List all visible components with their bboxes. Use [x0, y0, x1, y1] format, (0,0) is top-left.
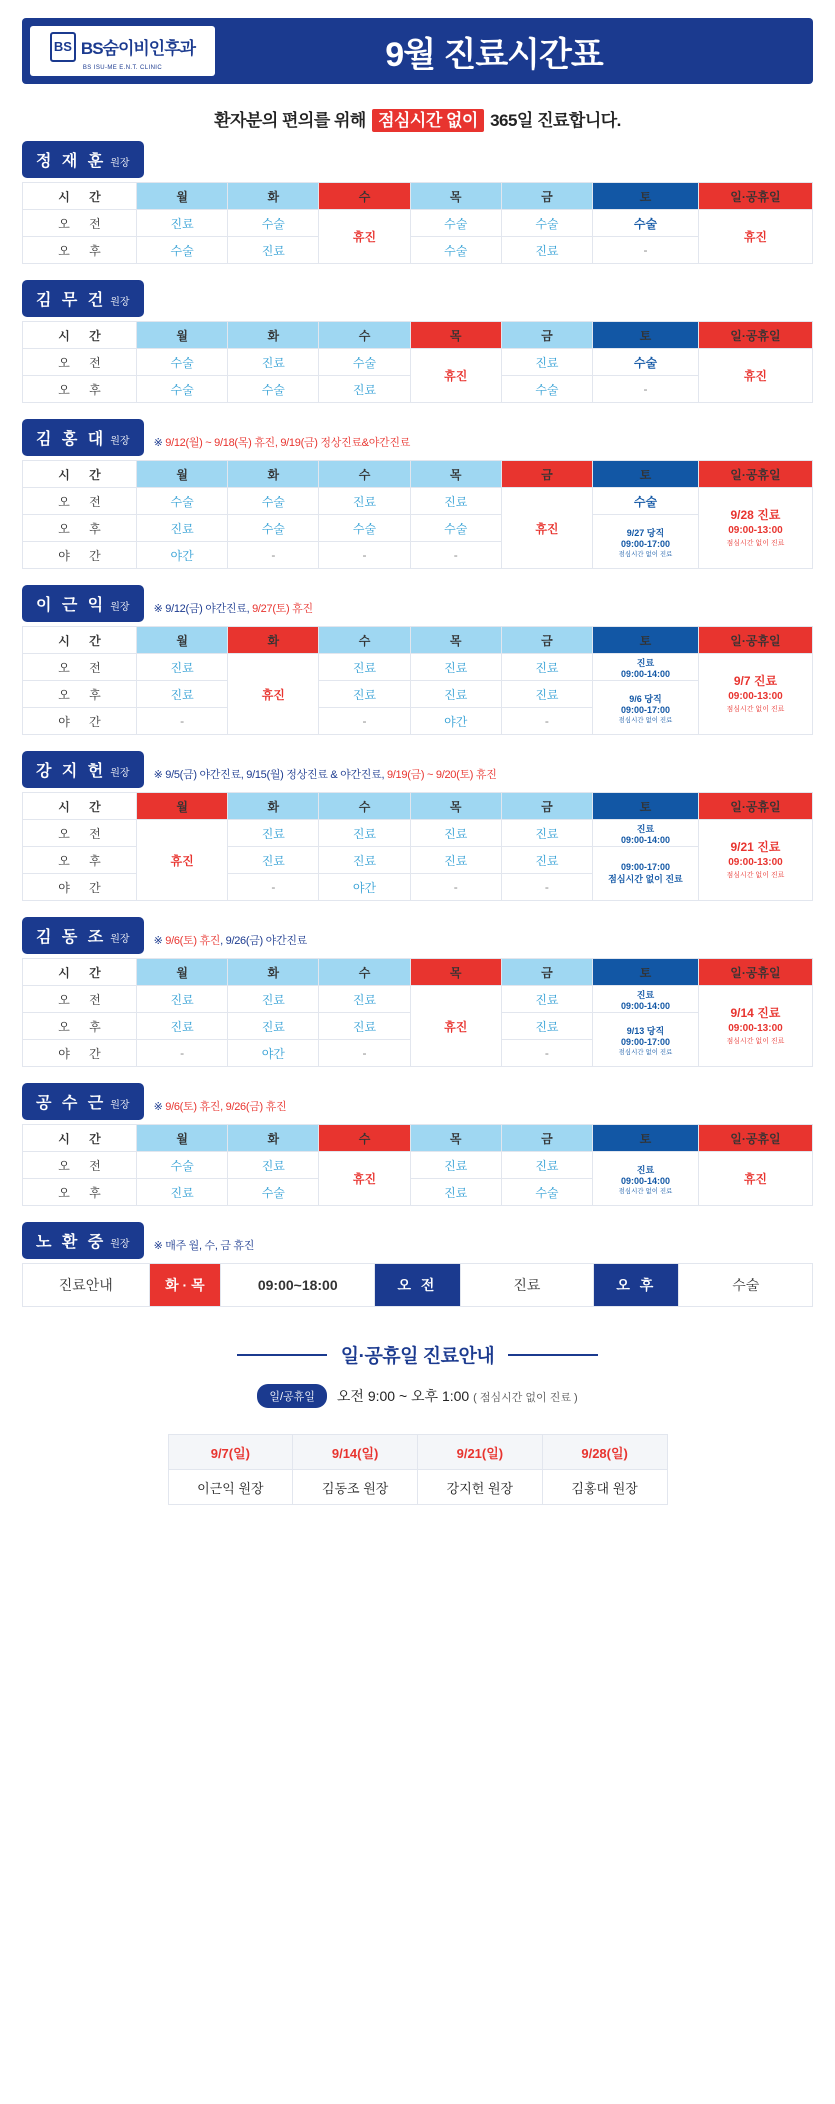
cell-수-2: -	[319, 542, 410, 569]
table-header-row	[23, 793, 813, 820]
row-label: 야 간	[23, 874, 137, 901]
cell-금-0: 진료	[501, 820, 592, 847]
row-label: 오 후	[23, 376, 137, 403]
cell-토-0: 진료 09:00-14:00	[593, 986, 699, 1013]
header-sunday: 일·공휴일	[698, 627, 812, 654]
cell-목-2: 야간	[410, 708, 501, 735]
header-day-목: 목	[410, 959, 501, 986]
table-row	[23, 654, 813, 681]
cell-토-0: 진료 09:00-14:00	[593, 654, 699, 681]
logo-subtext: BS ISU-ME E.N.T. CLINIC	[82, 64, 163, 71]
cell-목-0: 진료	[410, 654, 501, 681]
doctor-block-6	[22, 1083, 813, 1206]
cell-토-0: 수술	[593, 349, 699, 376]
doctor-name-tag	[22, 585, 144, 622]
cell-화-1: 진료	[228, 237, 319, 264]
cell-목-0: 진료	[410, 488, 501, 515]
doctor-name-tag	[22, 280, 144, 317]
cell-time: 09:00~18:00	[221, 1264, 375, 1307]
header-day-목: 목	[410, 461, 501, 488]
schedule-table-0	[22, 182, 813, 264]
doctor-role: 원장	[110, 768, 130, 779]
header-day-금: 금	[501, 959, 592, 986]
cell-sunday: 휴진	[698, 210, 812, 264]
cell-월-0: 수술	[137, 349, 228, 376]
subtitle-highlight: 점심시간 없이	[372, 109, 484, 132]
subtitle-before: 환자분의 편의를 위해	[214, 111, 366, 130]
cell-수-1: 진료	[319, 376, 410, 403]
doctor-block-3	[22, 585, 813, 735]
row-label: 야 간	[23, 1040, 137, 1067]
header-day-토: 토	[593, 183, 699, 210]
table-row	[23, 820, 813, 847]
holiday-title: 일·공휴일 진료안내	[340, 1346, 495, 1367]
cell-pm-label: 오 후	[594, 1264, 679, 1307]
cell-목-0: 휴진	[410, 349, 501, 403]
row-label: 오 후	[23, 1179, 137, 1206]
header-day-화: 화	[228, 183, 319, 210]
cell-수-2: -	[319, 1040, 410, 1067]
header-day-토: 토	[593, 1125, 699, 1152]
header-day-수: 수	[319, 959, 410, 986]
cell-토-1: 9/6 당직 09:00-17:00 점심시간 없이 진료	[593, 681, 699, 735]
doctor-note: ※ 9/5(금) 야간진료, 9/15(월) 정상진료 & 야간진료, 9/19(금) ~ 9/20(토) 휴진	[153, 769, 497, 781]
cell-목-2: -	[410, 874, 501, 901]
cell-화-2: -	[228, 542, 319, 569]
header-day-목: 목	[410, 627, 501, 654]
header-day-금: 금	[501, 1125, 592, 1152]
cell-목-1: 진료	[410, 681, 501, 708]
subtitle	[0, 106, 835, 131]
header-day-토: 토	[593, 322, 699, 349]
doctor-role: 원장	[110, 934, 130, 945]
row-label: 오 후	[23, 237, 137, 264]
table-header-row	[23, 322, 813, 349]
doctor-name-tag	[22, 751, 144, 788]
cell-금-2: -	[501, 708, 592, 735]
header-time: 시 간	[23, 793, 137, 820]
cell-월-1: 진료	[137, 1013, 228, 1040]
cell-목-1: 진료	[410, 847, 501, 874]
holiday-date-2: 9/21(일)	[418, 1435, 543, 1470]
header-day-목: 목	[410, 793, 501, 820]
cell-토-0: 진료 09:00-14:00 점심시간 없이 진료	[593, 1152, 699, 1206]
cell-수-0: 진료	[319, 820, 410, 847]
doctor-role: 원장	[110, 1239, 130, 1250]
cell-금-1: 진료	[501, 681, 592, 708]
cell-am-value: 진료	[460, 1264, 593, 1307]
doctor-role: 원장	[110, 436, 130, 447]
cell-금-1: 진료	[501, 847, 592, 874]
cell-토-1: 9/13 당직 09:00-17:00 점심시간 없이 진료	[593, 1013, 699, 1067]
divider-right	[508, 1354, 598, 1356]
cell-금-1: 진료	[501, 237, 592, 264]
schedule-table-1	[22, 321, 813, 403]
header-day-화: 화	[228, 1125, 319, 1152]
header-day-화: 화	[228, 322, 319, 349]
header-day-목: 목	[410, 322, 501, 349]
cell-수-2: -	[319, 708, 410, 735]
row-label: 오 전	[23, 210, 137, 237]
header-day-화: 화	[228, 959, 319, 986]
header-day-월: 월	[137, 959, 228, 986]
cell-화-1: 수술	[228, 515, 319, 542]
cell-화-0: 진료	[228, 349, 319, 376]
cell-금-0: 휴진	[501, 488, 592, 569]
cell-화-1: 진료	[228, 847, 319, 874]
cell-월-2: -	[137, 1040, 228, 1067]
header-day-월: 월	[137, 1125, 228, 1152]
row-label: 오 전	[23, 349, 137, 376]
header-day-금: 금	[501, 461, 592, 488]
table-row	[23, 237, 813, 264]
cell-토-0: 진료 09:00-14:00	[593, 820, 699, 847]
header-day-월: 월	[137, 322, 228, 349]
doctor-schedule-list	[0, 141, 835, 1206]
cell-sunday: 9/28 진료 09:00-13:00 점심시간 없이 진료	[698, 488, 812, 569]
header-day-수: 수	[319, 183, 410, 210]
doctor-name: 정 재 훈	[36, 153, 107, 170]
schedule-table-2	[22, 460, 813, 569]
cell-화-0: 진료	[228, 986, 319, 1013]
holiday-dates-row	[168, 1435, 667, 1470]
holiday-doctor-0: 이근익 원장	[168, 1470, 293, 1505]
header-day-수: 수	[319, 461, 410, 488]
header-sunday: 일·공휴일	[698, 183, 812, 210]
schedule-table-5	[22, 958, 813, 1067]
doctor-name: 노 환 중	[36, 1234, 107, 1251]
cell-목-1: 수술	[410, 237, 501, 264]
cell-월-0: 진료	[137, 210, 228, 237]
cell-수-1: 수술	[319, 515, 410, 542]
holiday-title-wrap	[0, 1341, 835, 1368]
row-label: 오 전	[23, 986, 137, 1013]
header-day-토: 토	[593, 627, 699, 654]
row-label: 야 간	[23, 542, 137, 569]
schedule-page	[0, 18, 835, 1545]
doctor-block-5	[22, 917, 813, 1067]
cell-화-0: 휴진	[228, 654, 319, 735]
doctor-name: 공 수 근	[36, 1095, 107, 1112]
cell-sunday: 휴진	[698, 349, 812, 403]
cell-화-0: 수술	[228, 210, 319, 237]
table-row	[23, 488, 813, 515]
clinic-logo	[30, 26, 215, 76]
cell-목-1: 진료	[410, 1179, 501, 1206]
cell-월-1: 진료	[137, 1179, 228, 1206]
cell-수-0: 진료	[319, 654, 410, 681]
cell-월-2: 야간	[137, 542, 228, 569]
doctor-role: 원장	[110, 602, 130, 613]
table-header-row	[23, 183, 813, 210]
holiday-badge: 일/공휴일	[257, 1384, 327, 1408]
holiday-hours-note: ( 점심시간 없이 진료 )	[473, 1392, 578, 1404]
doctor-name-tag	[22, 1222, 144, 1259]
page-header	[22, 18, 813, 84]
cell-화-1: 수술	[228, 376, 319, 403]
doctor-role: 원장	[110, 297, 130, 308]
cell-화-0: 진료	[228, 1152, 319, 1179]
header-day-금: 금	[501, 322, 592, 349]
header-day-수: 수	[319, 1125, 410, 1152]
cell-days: 화 · 목	[149, 1264, 221, 1307]
doctor-block-0	[22, 141, 813, 264]
cell-화-2: 야간	[228, 1040, 319, 1067]
header-time: 시 간	[23, 322, 137, 349]
header-day-수: 수	[319, 793, 410, 820]
cell-토-1: -	[593, 376, 699, 403]
doctor-name: 김 무 건	[36, 292, 107, 309]
cell-화-2: -	[228, 874, 319, 901]
holiday-doctor-1: 김동조 원장	[293, 1470, 418, 1505]
row-label: 오 후	[23, 515, 137, 542]
cell-월-0: 수술	[137, 488, 228, 515]
cell-월-1: 진료	[137, 515, 228, 542]
cell-토-1: 09:00-17:00 점심시간 없이 진료	[593, 847, 699, 901]
row-label: 오 후	[23, 681, 137, 708]
header-day-목: 목	[410, 1125, 501, 1152]
header-day-화: 화	[228, 627, 319, 654]
header-day-월: 월	[137, 627, 228, 654]
doctor-note: ※ 9/12(월) ~ 9/18(목) 휴진, 9/19(금) 정상진료&야간진료	[153, 437, 411, 449]
row-label: 오 전	[23, 820, 137, 847]
cell-sunday: 9/14 진료 09:00-13:00 점심시간 없이 진료	[698, 986, 812, 1067]
table-header-row	[23, 959, 813, 986]
cell-수-0: 휴진	[319, 210, 410, 264]
cell-수-0: 휴진	[319, 1152, 410, 1206]
cell-토-0: 수술	[593, 488, 699, 515]
cell-sunday: 9/7 진료 09:00-13:00 점심시간 없이 진료	[698, 654, 812, 735]
table-row	[23, 1264, 813, 1307]
cell-금-2: -	[501, 1040, 592, 1067]
holiday-date-3: 9/28(일)	[542, 1435, 667, 1470]
header-sunday: 일·공휴일	[698, 1125, 812, 1152]
header-day-화: 화	[228, 461, 319, 488]
doctor-block-no	[22, 1222, 813, 1307]
doctor-note: ※ 9/12(금) 야간진료, 9/27(토) 휴진	[153, 603, 313, 615]
cell-화-1: 수술	[228, 1179, 319, 1206]
doctor-name-tag	[22, 1083, 144, 1120]
row-label: 오 후	[23, 1013, 137, 1040]
table-row	[23, 349, 813, 376]
header-day-금: 금	[501, 793, 592, 820]
cell-목-2: -	[410, 542, 501, 569]
header-time: 시 간	[23, 461, 137, 488]
header-day-월: 월	[137, 461, 228, 488]
doctor-block-2	[22, 419, 813, 569]
cell-pm-value: 수술	[679, 1264, 813, 1307]
cell-목-0: 진료	[410, 820, 501, 847]
doctor-role: 원장	[110, 1100, 130, 1111]
table-row	[23, 681, 813, 708]
holiday-duty-table	[168, 1434, 668, 1505]
row-label: 오 전	[23, 654, 137, 681]
cell-am-label: 오 전	[375, 1264, 460, 1307]
cell-금-1: 수술	[501, 1179, 592, 1206]
cell-금-0: 진료	[501, 1152, 592, 1179]
logo-mark-icon: BS	[50, 32, 76, 62]
header-time: 시 간	[23, 1125, 137, 1152]
divider-left	[237, 1354, 327, 1356]
schedule-table-4	[22, 792, 813, 901]
cell-수-0: 진료	[319, 488, 410, 515]
cell-토-1: 9/27 당직 09:00-17:00 점심시간 없이 진료	[593, 515, 699, 569]
cell-목-0: 수술	[410, 210, 501, 237]
table-header-row	[23, 1125, 813, 1152]
cell-월-1: 수술	[137, 237, 228, 264]
doctor-name: 이 근 익	[36, 597, 107, 614]
header-day-화: 화	[228, 793, 319, 820]
doctor-block-1	[22, 280, 813, 403]
cell-수-1: 진료	[319, 1013, 410, 1040]
cell-수-0: 진료	[319, 986, 410, 1013]
holiday-date-1: 9/14(일)	[293, 1435, 418, 1470]
holiday-subtitle	[0, 1384, 835, 1408]
cell-월-2: -	[137, 708, 228, 735]
row-label: 오 전	[23, 488, 137, 515]
header-day-월: 월	[137, 793, 228, 820]
doctor-name: 강 지 헌	[36, 763, 107, 780]
cell-목-1: 수술	[410, 515, 501, 542]
doctor-note: ※ 9/6(토) 휴진, 9/26(금) 야간진료	[153, 935, 307, 947]
cell-금-2: -	[501, 874, 592, 901]
cell-guide-label: 진료안내	[23, 1264, 150, 1307]
header-day-금: 금	[501, 627, 592, 654]
doctor-note: ※ 매주 월, 수, 금 휴진	[153, 1240, 255, 1252]
header-time: 시 간	[23, 959, 137, 986]
cell-금-0: 수술	[501, 210, 592, 237]
header-time: 시 간	[23, 627, 137, 654]
header-day-수: 수	[319, 627, 410, 654]
cell-금-1: 진료	[501, 1013, 592, 1040]
cell-수-1: 진료	[319, 847, 410, 874]
cell-수-0: 수술	[319, 349, 410, 376]
row-label: 오 전	[23, 1152, 137, 1179]
header-time: 시 간	[23, 183, 137, 210]
table-header-row	[23, 461, 813, 488]
header-day-금: 금	[501, 183, 592, 210]
cell-월-1: 진료	[137, 681, 228, 708]
cell-월-0: 진료	[137, 986, 228, 1013]
doctor-block-4	[22, 751, 813, 901]
doctor-name-tag	[22, 141, 144, 178]
holiday-hours	[337, 1386, 578, 1406]
cell-화-1: 진료	[228, 1013, 319, 1040]
cell-토-1: -	[593, 237, 699, 264]
header-day-토: 토	[593, 461, 699, 488]
subtitle-after: 365일 진료합니다.	[490, 111, 621, 130]
holiday-doctors-row	[168, 1470, 667, 1505]
holiday-doctor-2: 강지헌 원장	[418, 1470, 543, 1505]
table-row	[23, 1152, 813, 1179]
table-header-row	[23, 627, 813, 654]
page-title: 9월 진료시간표	[385, 35, 603, 74]
single-schedule-table	[22, 1263, 813, 1307]
header-day-월: 월	[137, 183, 228, 210]
cell-수-2: 야간	[319, 874, 410, 901]
holiday-date-0: 9/7(일)	[168, 1435, 293, 1470]
cell-화-0: 수술	[228, 488, 319, 515]
cell-월-0: 수술	[137, 1152, 228, 1179]
header-day-토: 토	[593, 793, 699, 820]
cell-월-0: 진료	[137, 654, 228, 681]
header-sunday: 일·공휴일	[698, 793, 812, 820]
cell-목-0: 휴진	[410, 986, 501, 1067]
header-sunday: 일·공휴일	[698, 959, 812, 986]
cell-금-0: 진료	[501, 654, 592, 681]
table-row	[23, 210, 813, 237]
doctor-name-tag	[22, 917, 144, 954]
cell-월-0: 휴진	[137, 820, 228, 901]
cell-금-0: 진료	[501, 986, 592, 1013]
cell-sunday: 휴진	[698, 1152, 812, 1206]
logo-text: BS숨이비인후과	[80, 39, 196, 58]
header-sunday: 일·공휴일	[698, 322, 812, 349]
doctor-name-tag	[22, 419, 144, 456]
table-row	[23, 986, 813, 1013]
cell-금-1: 수술	[501, 376, 592, 403]
cell-sunday: 9/21 진료 09:00-13:00 점심시간 없이 진료	[698, 820, 812, 901]
doctor-name: 김 홍 대	[36, 431, 107, 448]
cell-수-1: 진료	[319, 681, 410, 708]
row-label: 야 간	[23, 708, 137, 735]
cell-토-0: 수술	[593, 210, 699, 237]
doctor-role: 원장	[110, 158, 130, 169]
doctor-note: ※ 9/6(토) 휴진, 9/26(금) 휴진	[153, 1101, 287, 1113]
holiday-hours-text: 오전 9:00 ~ 오후 1:00	[336, 1388, 470, 1404]
header-day-토: 토	[593, 959, 699, 986]
header-day-수: 수	[319, 322, 410, 349]
schedule-table-6	[22, 1124, 813, 1206]
header-day-목: 목	[410, 183, 501, 210]
row-label: 오 후	[23, 847, 137, 874]
holiday-doctor-3: 김홍대 원장	[542, 1470, 667, 1505]
cell-월-1: 수술	[137, 376, 228, 403]
doctor-name: 김 동 조	[36, 929, 107, 946]
cell-목-0: 진료	[410, 1152, 501, 1179]
table-row	[23, 515, 813, 542]
cell-화-0: 진료	[228, 820, 319, 847]
cell-금-0: 진료	[501, 349, 592, 376]
header-sunday: 일·공휴일	[698, 461, 812, 488]
schedule-table-3	[22, 626, 813, 735]
